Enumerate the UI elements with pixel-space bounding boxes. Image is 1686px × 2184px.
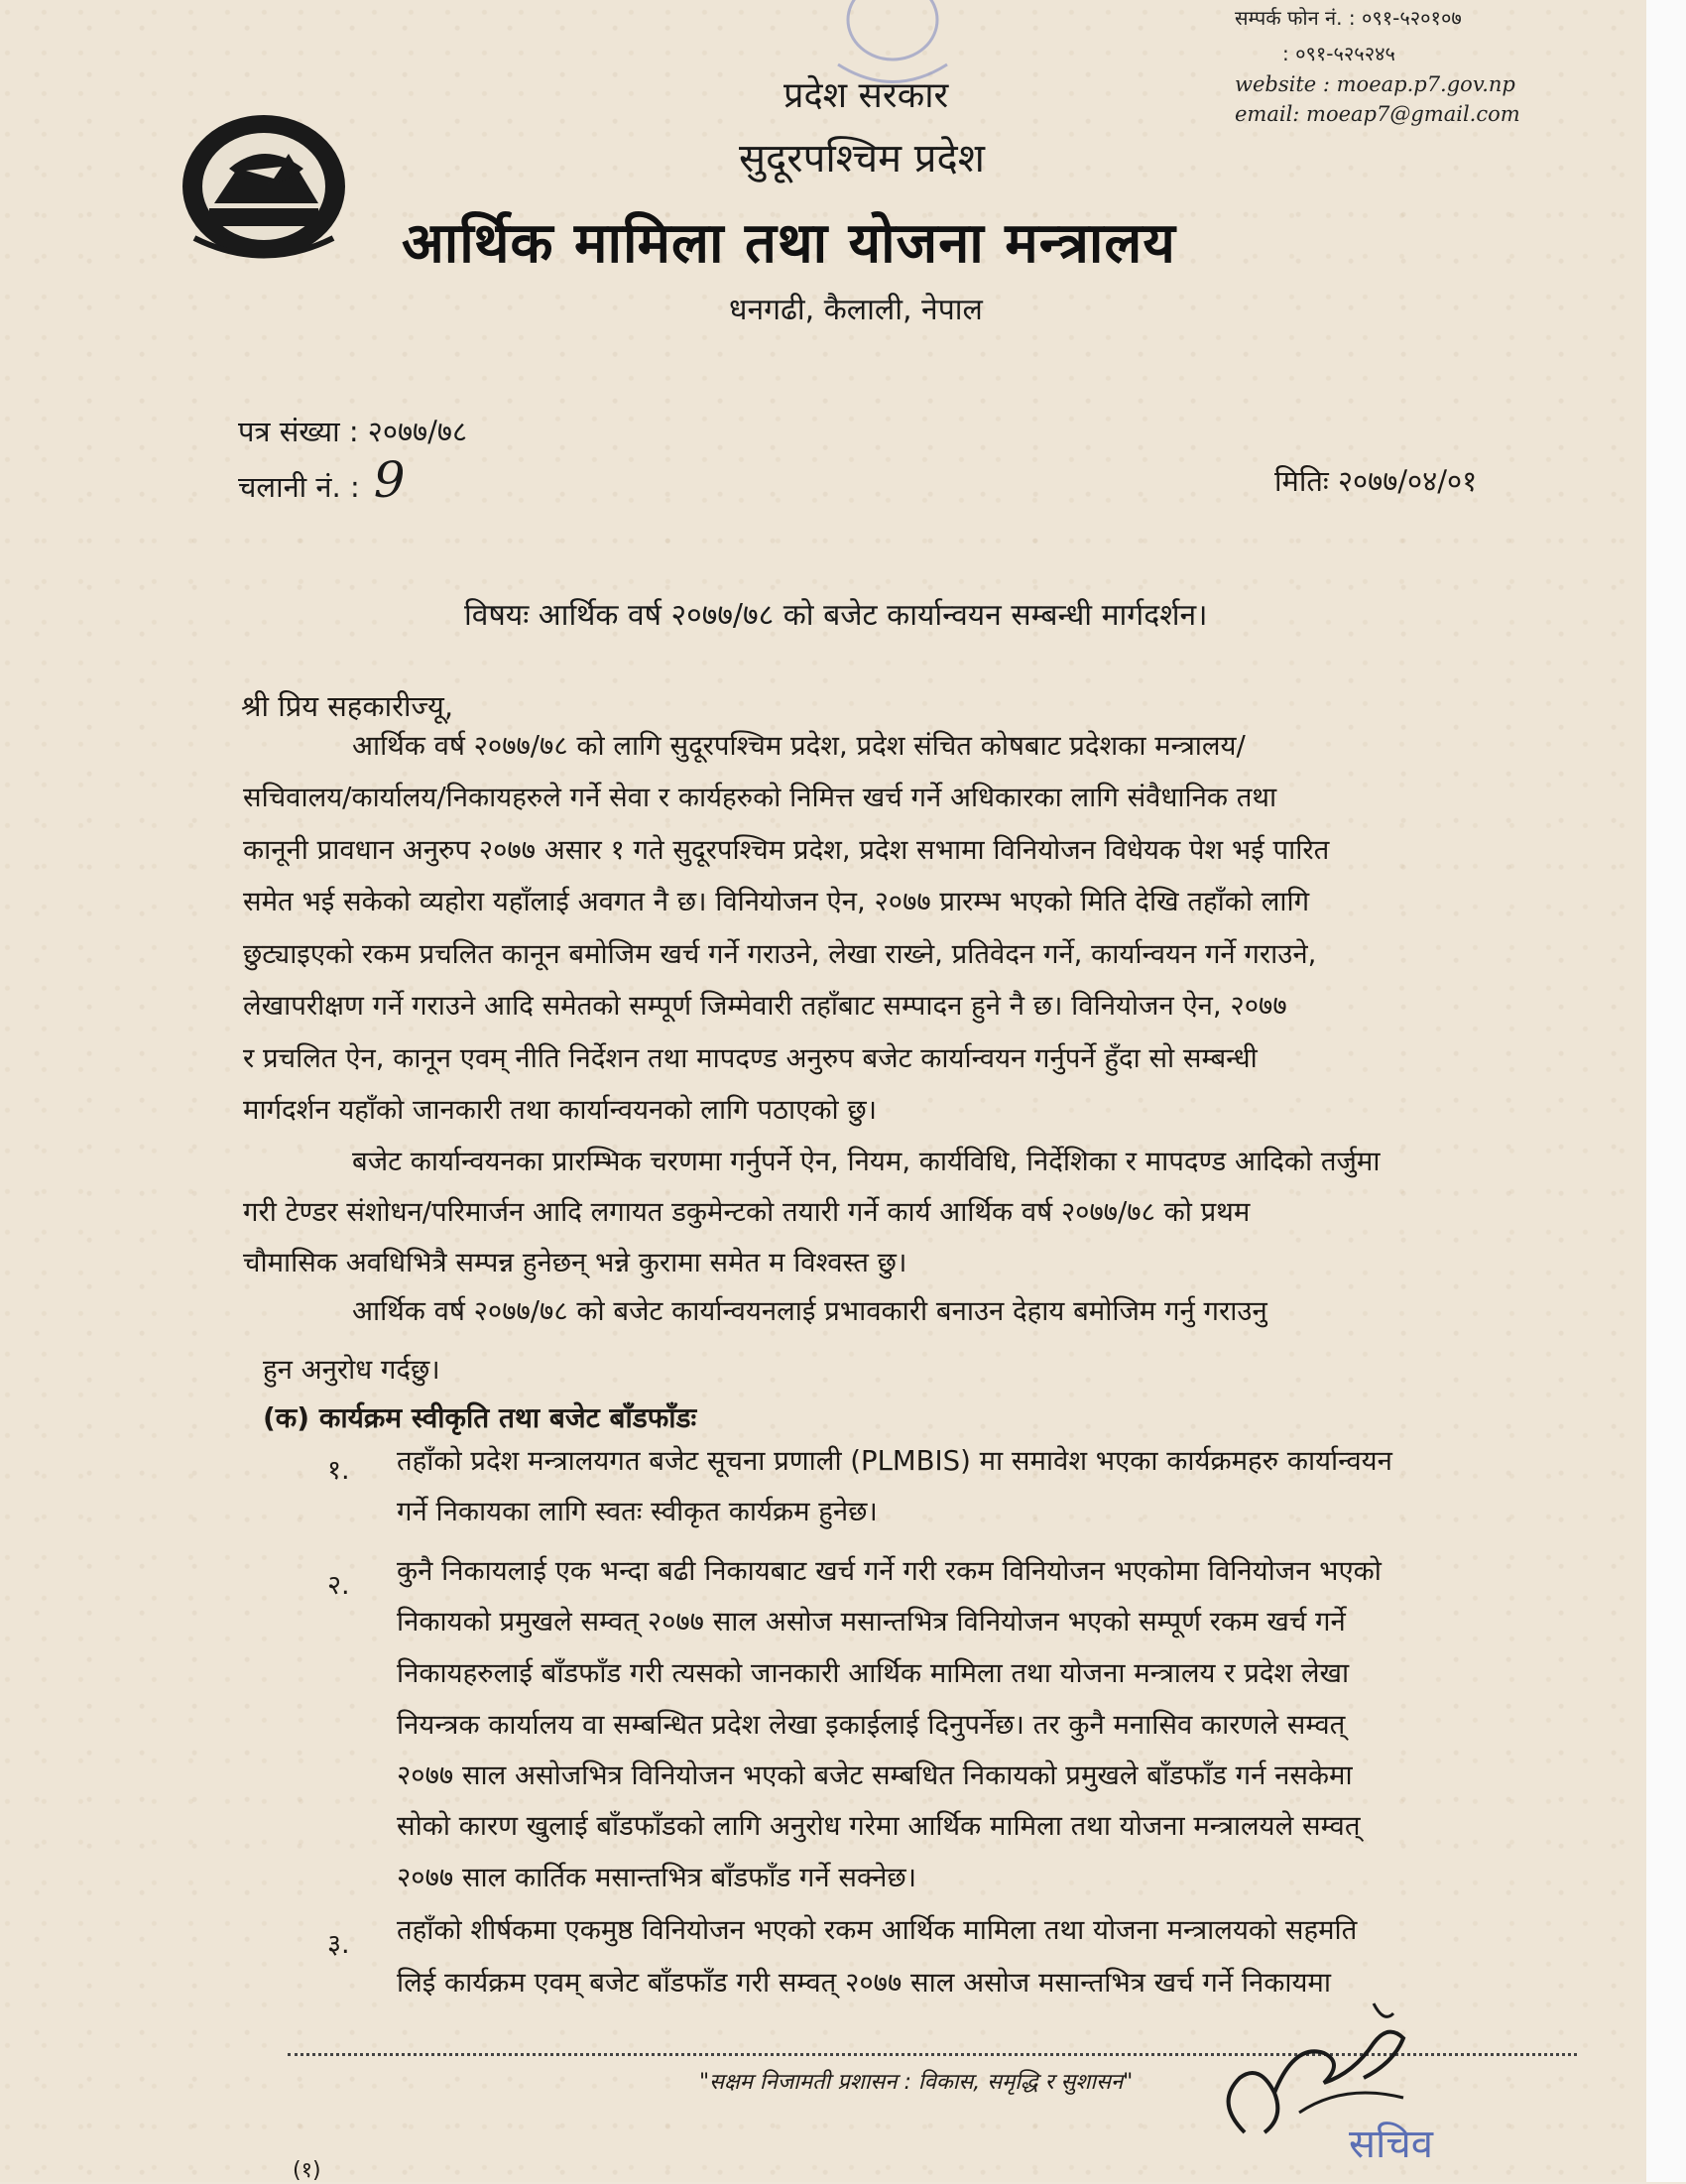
letter-date: मितिः २०७७/०४/०१ [1274,464,1478,498]
body-line: बजेट कार्यान्वयनका प्रारम्भिक चरणमा गर्नुपर्ने ऐन, नियम, कार्यविधि, निर्देशिका र मापदण्ड आदिको तर्जुमा [352,1146,1381,1177]
ministry-heading: आर्थिक मामिला तथा योजना मन्त्रालय [402,211,1176,276]
body-line: र प्रचलित ऐन, कानून एवम् नीति निर्देशन तथा मापदण्ड अनुरुप बजेट कार्यान्वयन गर्नुपर्ने हुँदा सो सम्बन्धी [243,1042,1258,1074]
salutation: श्री प्रिय सहकारीज्यू, [241,689,454,723]
body-line: कानूनी प्रावधान अनुरुप २०७७ असार १ गते सुदूरपश्चिम प्रदेश, प्रदेश सभामा विनियोजन विधेयक पेश भई पारित [243,834,1330,866]
item-line: नियन्त्रक कार्यालय वा सम्बन्धित प्रदेश लेखा इकाईलाई दिनुपर्नेछ। तर कुनै मनासिव कारणले सम्वत् [397,1709,1346,1741]
nepal-emblem-icon [175,109,353,268]
dispatch-number [238,451,406,509]
government-heading: प्रदेश सरकार [783,75,949,116]
footer-motto: "सक्षम निजामती प्रशासन : विकास, समृद्धि र सुशासन" [699,2070,1134,2095]
item-line: कुनै निकायलाई एक भन्दा बढी निकायबाट खर्च गर्ने गरी रकम विनियोजन भएकोमा विनियोजन भएको [397,1555,1382,1587]
item-line: तहाँको शीर्षकमा एकमुष्ठ विनियोजन भएको रकम आर्थिक मामिला तथा योजना मन्त्रालयको सहमति [397,1914,1358,1946]
item-line: गर्ने निकायका लागि स्वतः स्वीकृत कार्यक्रम हुनेछ। [397,1496,878,1527]
contact-block [1235,0,1462,71]
body-line: लेखापरीक्षण गर्ने गराउने आदि समेतको सम्पूर्ण जिम्मेवारी तहाँबाट सम्पादन हुने नै छ। विनियोजन ऐन, २०७७ [243,990,1287,1022]
secretary-stamp [1334,2098,1463,2182]
contact-phone-1: सम्पर्क फोन नं. : ०९१-५२०१०७ [1235,6,1462,30]
dispatch-label: चलानी नं. : [238,470,360,504]
item-number: २. [327,1570,350,1601]
body-line: सचिवालय/कार्यालय/निकायहरुले गर्ने सेवा र कार्यहरुको निमित्त खर्च गर्ने अधिकारका लागि संवैधानिक तथा [243,782,1277,813]
body-line: चौमासिक अवधिभित्रै सम्पन्न हुनेछन् भन्ने कुरामा समेत म विश्वस्त छु। [243,1247,907,1278]
item-number: १. [327,1455,350,1486]
item-line: २०७७ साल कार्तिक मसान्तभित्र बाँडफाँड गर्ने सक्नेछ। [397,1862,917,1893]
item-line: निकायको प्रमुखले सम्वत् २०७७ साल असोज मसान्तभित्र विनियोजन भएको सम्पूर्ण रकम खर्च गर्ने [397,1606,1346,1638]
body-line: आर्थिक वर्ष २०७७/७८ को लागि सुदूरपश्चिम प्रदेश, प्रदेश संचित कोषबाट प्रदेशका मन्त्रालय/ [352,730,1246,762]
dispatch-handwritten-value: 9 [373,451,406,509]
item-line: सोको कारण खुलाई बाँडफाँडको लागि अनुरोध गरेमा आर्थिक मामिला तथा योजना मन्त्रालयले सम्वत् [397,1810,1361,1842]
body-line: मार्गदर्शन यहाँको जानकारी तथा कार्यान्वयनको लागि पठाएको छु। [243,1094,878,1126]
letter-number: पत्र संख्या : २०७७/७८ [238,415,468,448]
body-line: समेत भई सकेको व्यहोरा यहाँलाई अवगत नै छ। विनियोजन ऐन, २०७७ प्रारम्भ भएको मिति देखि तहाँको लागि [243,886,1310,917]
page-number: (१) [293,2158,321,2183]
province-heading: सुदूरपश्चिम प्रदेश [739,136,985,182]
email-text: email: moeap7@gmail.com [1235,102,1520,126]
subject-line: विषयः आर्थिक वर्ष २०७७/७८ को बजेट कार्यान्वयन सम्बन्धी मार्गदर्शन। [464,598,1208,633]
item-number: ३. [327,1929,350,1960]
web-contacts [1235,69,1520,129]
body-line: छुट्याइएको रकम प्रचलित कानून बमोजिम खर्च गर्ने गराउने, लेखा राख्ने, प्रतिवेदन गर्ने, कार्यान्वयन गर्ने गराउने, [243,938,1317,970]
item-line: २०७७ साल असोजभित्र विनियोजन भएको बजेट सम्बधित निकायको प्रमुखले बाँडफाँड गर्न नसकेमा [397,1759,1353,1791]
body-line: आर्थिक वर्ष २०७७/७८ को बजेट कार्यान्वयनलाई प्रभावकारी बनाउन देहाय बमोजिम गर्नु गराउनु [352,1295,1267,1327]
website-text: website : moeap.p7.gov.np [1235,72,1515,96]
scan-edge [1646,0,1686,2182]
item-line: लिई कार्यक्रम एवम् बजेट बाँडफाँड गरी सम्वत् २०७७ साल असोज मसान्तभित्र खर्च गर्ने निकायमा [397,1967,1331,1999]
body-line: गरी टेण्डर संशोधन/परिमार्जन आदि लगायत डकुमेन्टको तयारी गर्ने कार्य आर्थिक वर्ष २०७७/७८ को प्रथम [243,1196,1251,1228]
body-line: हुन अनुरोध गर्दछु। [263,1354,440,1386]
address-line: धनगढी, कैलाली, नेपाल [729,293,983,327]
contact-phone-2: : ०९१-५२५२४५ [1282,42,1395,65]
item-line: तहाँको प्रदेश मन्त्रालयगत बजेट सूचना प्रणाली (PLMBIS) मा समावेश भएका कार्यक्रमहरु कार्यान्वयन [397,1445,1392,1477]
section-heading: (क) कार्यक्रम स्वीकृति तथा बजेट बाँडफाँडः [263,1401,697,1434]
item-line: निकायहरुलाई बाँडफाँड गरी त्यसको जानकारी आर्थिक मामिला तथा योजना मन्त्रालय र प्रदेश लेखा [397,1657,1350,1689]
stamp-text: सचिव [1349,2122,1434,2167]
